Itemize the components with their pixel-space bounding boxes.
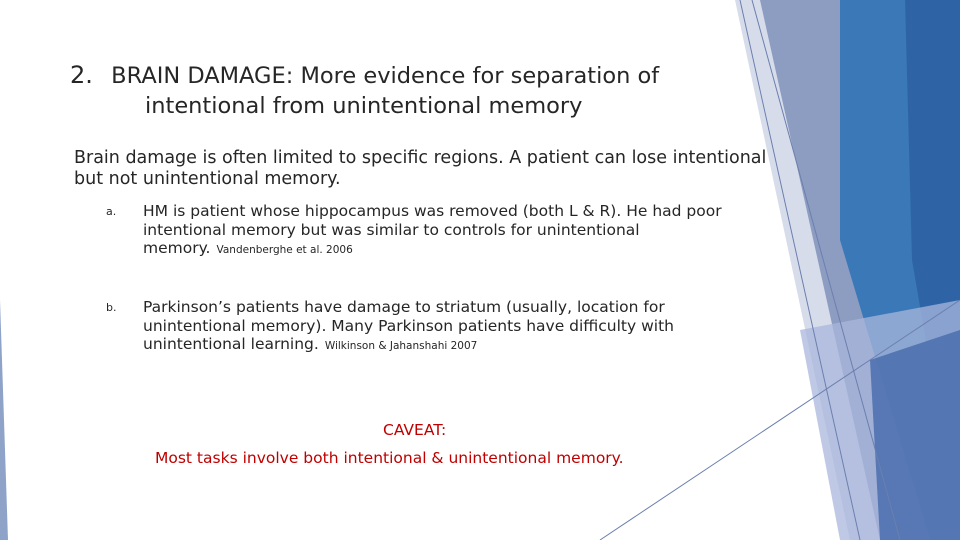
list-marker: a.	[106, 205, 117, 218]
list-item-text: Parkinson’s patients have damage to striatum (usually, location for unintentional memory). Many Parkinson patients have difficulty with unintentional learning.	[143, 298, 674, 353]
left-edge-shape	[0, 300, 8, 540]
slide-title	[70, 60, 750, 121]
right-panel-navy	[870, 330, 960, 540]
caveat-heading: CAVEAT:	[383, 421, 447, 439]
citation: Wilkinson & Jahanshahi 2007	[324, 340, 478, 352]
list-item-text: HM is patient whose hippocampus was removed (both L & R). He had poor intentional memory but was similar to controls for unintentional memory.	[143, 202, 722, 257]
list-item-body	[143, 202, 763, 260]
caveat-text: Most tasks involve both intentional & unintentional memory.	[155, 449, 624, 467]
citation: Vandenberghe et al. 2006	[216, 244, 353, 256]
intro-paragraph: Brain damage is often limited to specific regions. A patient can lose intentional but not unintentional memory.	[74, 148, 767, 189]
list-item-body	[143, 298, 763, 356]
title-number: 2.	[70, 61, 93, 89]
title-line-2: intentional from unintentional memory	[145, 93, 583, 119]
list-marker: b.	[106, 301, 117, 314]
title-line-1: BRAIN DAMAGE: More evidence for separation of	[111, 63, 660, 89]
